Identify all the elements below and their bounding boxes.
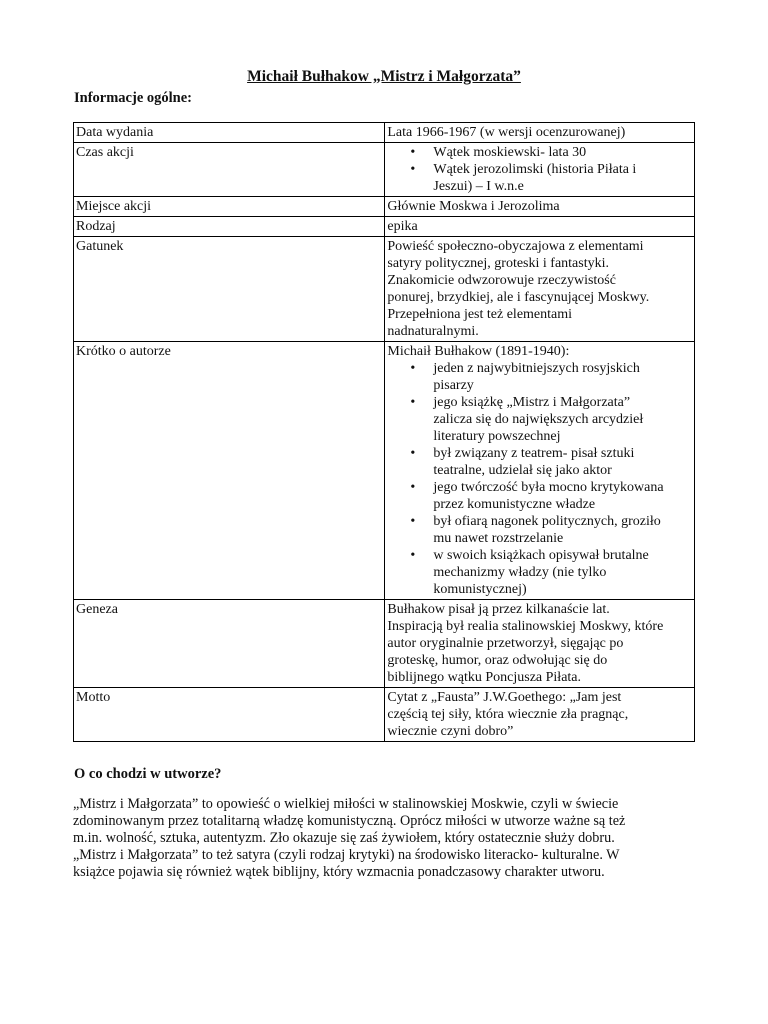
bullet-line: • jego książkę „Mistrz i Małgorzata”: [433, 395, 631, 410]
row-value: [385, 688, 695, 742]
bullet-line: • był związany z teatrem- pisał sztuki: [433, 446, 635, 461]
bullet-line: • Wątek moskiewski- lata 30: [433, 145, 587, 160]
value-line: epika: [387, 219, 418, 234]
value-line: groteskę, humor, oraz odwołując się do: [387, 653, 608, 668]
general-info-heading: Informacje ogólne:: [74, 90, 192, 106]
value-line: Cytat z „Fausta” J.W.Goethego: „Jam jest: [387, 690, 622, 705]
value-line: satyry politycznej, groteski i fantastyki.: [387, 256, 609, 271]
bullet-line: mu nawet rozstrzelanie: [433, 531, 564, 546]
table-row: [74, 688, 695, 742]
summary-paragraph: [73, 796, 685, 881]
paragraph-line: książce pojawia się również wątek biblijny, który wzmacnia ponadczasowy charakter utworu.: [73, 864, 605, 880]
bullet-item: [433, 547, 691, 598]
paragraph-line: m.in. wolność, sztuka, autentyzm. Zło okazuje się zaś żywiołem, który ostatecznie służy dobru.: [73, 830, 615, 846]
value-line: Inspiracją był realia stalinowskiej Moskwy, które: [387, 619, 664, 634]
value-line: autor oryginalnie przetworzył, sięgając po: [387, 636, 624, 651]
bullet-item: [433, 144, 691, 161]
value-line: Głównie Moskwa i Jerozolima: [387, 199, 560, 214]
row-label: Krótko o autorze: [74, 342, 385, 600]
value-line: ponurej, brzydkiej, ale i fascynującej Moskwy.: [387, 290, 650, 305]
table-row: [74, 143, 695, 197]
value-line: wiecznie czyni dobro”: [387, 724, 514, 739]
row-value: [385, 217, 695, 237]
table-row: [74, 237, 695, 342]
bullet-line: komunistycznej): [433, 582, 527, 597]
bullet-line: zalicza się do największych arcydzieł: [433, 412, 644, 427]
bullet-item: [433, 513, 691, 547]
bullet-line: literatury powszechnej: [433, 429, 561, 444]
row-label: Motto: [74, 688, 385, 742]
table-row: [74, 600, 695, 688]
table-row: [74, 217, 695, 237]
document-title: Michaił Bułhakow „Mistrz i Małgorzata”: [247, 68, 521, 85]
bullet-line: teatralne, udzielał się jako aktor: [433, 463, 612, 478]
value-line: Lata 1966-1967 (w wersji ocenzurowanej): [387, 125, 626, 140]
info-table: [73, 122, 695, 742]
row-value: [385, 237, 695, 342]
row-label: Miejsce akcji: [74, 197, 385, 217]
value-line: Przepełniona jest też elementami: [387, 307, 573, 322]
row-value: [385, 342, 695, 600]
bullet-item: [433, 360, 691, 394]
bullet-item: [433, 445, 691, 479]
bullet-line: pisarzy: [433, 378, 474, 393]
row-value: [385, 143, 695, 197]
row-label: Data wydania: [74, 123, 385, 143]
section-heading: O co chodzi w utworze?: [74, 766, 222, 782]
paragraph-line: „Mistrz i Małgorzata” to też satyra (czyli rodzaj krytyki) na środowisko literacko- kulturalne. W: [73, 847, 620, 863]
value-line: Powieść społeczno-obyczajowa z elementami: [387, 239, 644, 254]
row-value: [385, 197, 695, 217]
paragraph-line: „Mistrz i Małgorzata” to opowieść o wielkiej miłości w stalinowskiej Moskwie, czyli w świecie: [73, 796, 619, 812]
bullet-item: [433, 394, 691, 445]
value-line: Michaił Bułhakow (1891-1940):: [387, 344, 570, 359]
value-line: Znakomicie odwzorowuje rzeczywistość: [387, 273, 616, 288]
value-line: częścią tej siły, która wiecznie zła pragnąc,: [387, 707, 629, 722]
bullet-item: [433, 479, 691, 513]
value-line: biblijnego wątku Poncjusza Piłata.: [387, 670, 582, 685]
bullet-list: [387, 144, 691, 195]
table-row: [74, 123, 695, 143]
bullet-line: • jeden z najwybitniejszych rosyjskich: [433, 361, 640, 376]
bullet-item: [433, 161, 691, 195]
table-row: [74, 342, 695, 600]
paragraph-line: zdominowanym przez totalitarną władzę komunistyczną. Oprócz miłości w utworze ważne są też: [73, 813, 626, 829]
bullet-line: • w swoich książkach opisywał brutalne: [433, 548, 649, 563]
bullet-line: Jeszui) – I w.n.e: [433, 179, 524, 194]
row-label: Gatunek: [74, 237, 385, 342]
bullet-line: • Wątek jerozolimski (historia Piłata i: [433, 162, 637, 177]
row-value: [385, 600, 695, 688]
bullet-line: • był ofiarą nagonek politycznych, groziło: [433, 514, 661, 529]
bullet-line: przez komunistyczne władze: [433, 497, 596, 512]
bullet-line: mechanizmy władzy (nie tylko: [433, 565, 607, 580]
bullet-list: [387, 360, 691, 598]
row-value: [385, 123, 695, 143]
row-label: Rodzaj: [74, 217, 385, 237]
bullet-line: • jego twórczość była mocno krytykowana: [433, 480, 664, 495]
value-line: nadnaturalnymi.: [387, 324, 479, 339]
row-label: Czas akcji: [74, 143, 385, 197]
value-line: Bułhakow pisał ją przez kilkanaście lat.: [387, 602, 610, 617]
table-row: [74, 197, 695, 217]
row-label: Geneza: [74, 600, 385, 688]
